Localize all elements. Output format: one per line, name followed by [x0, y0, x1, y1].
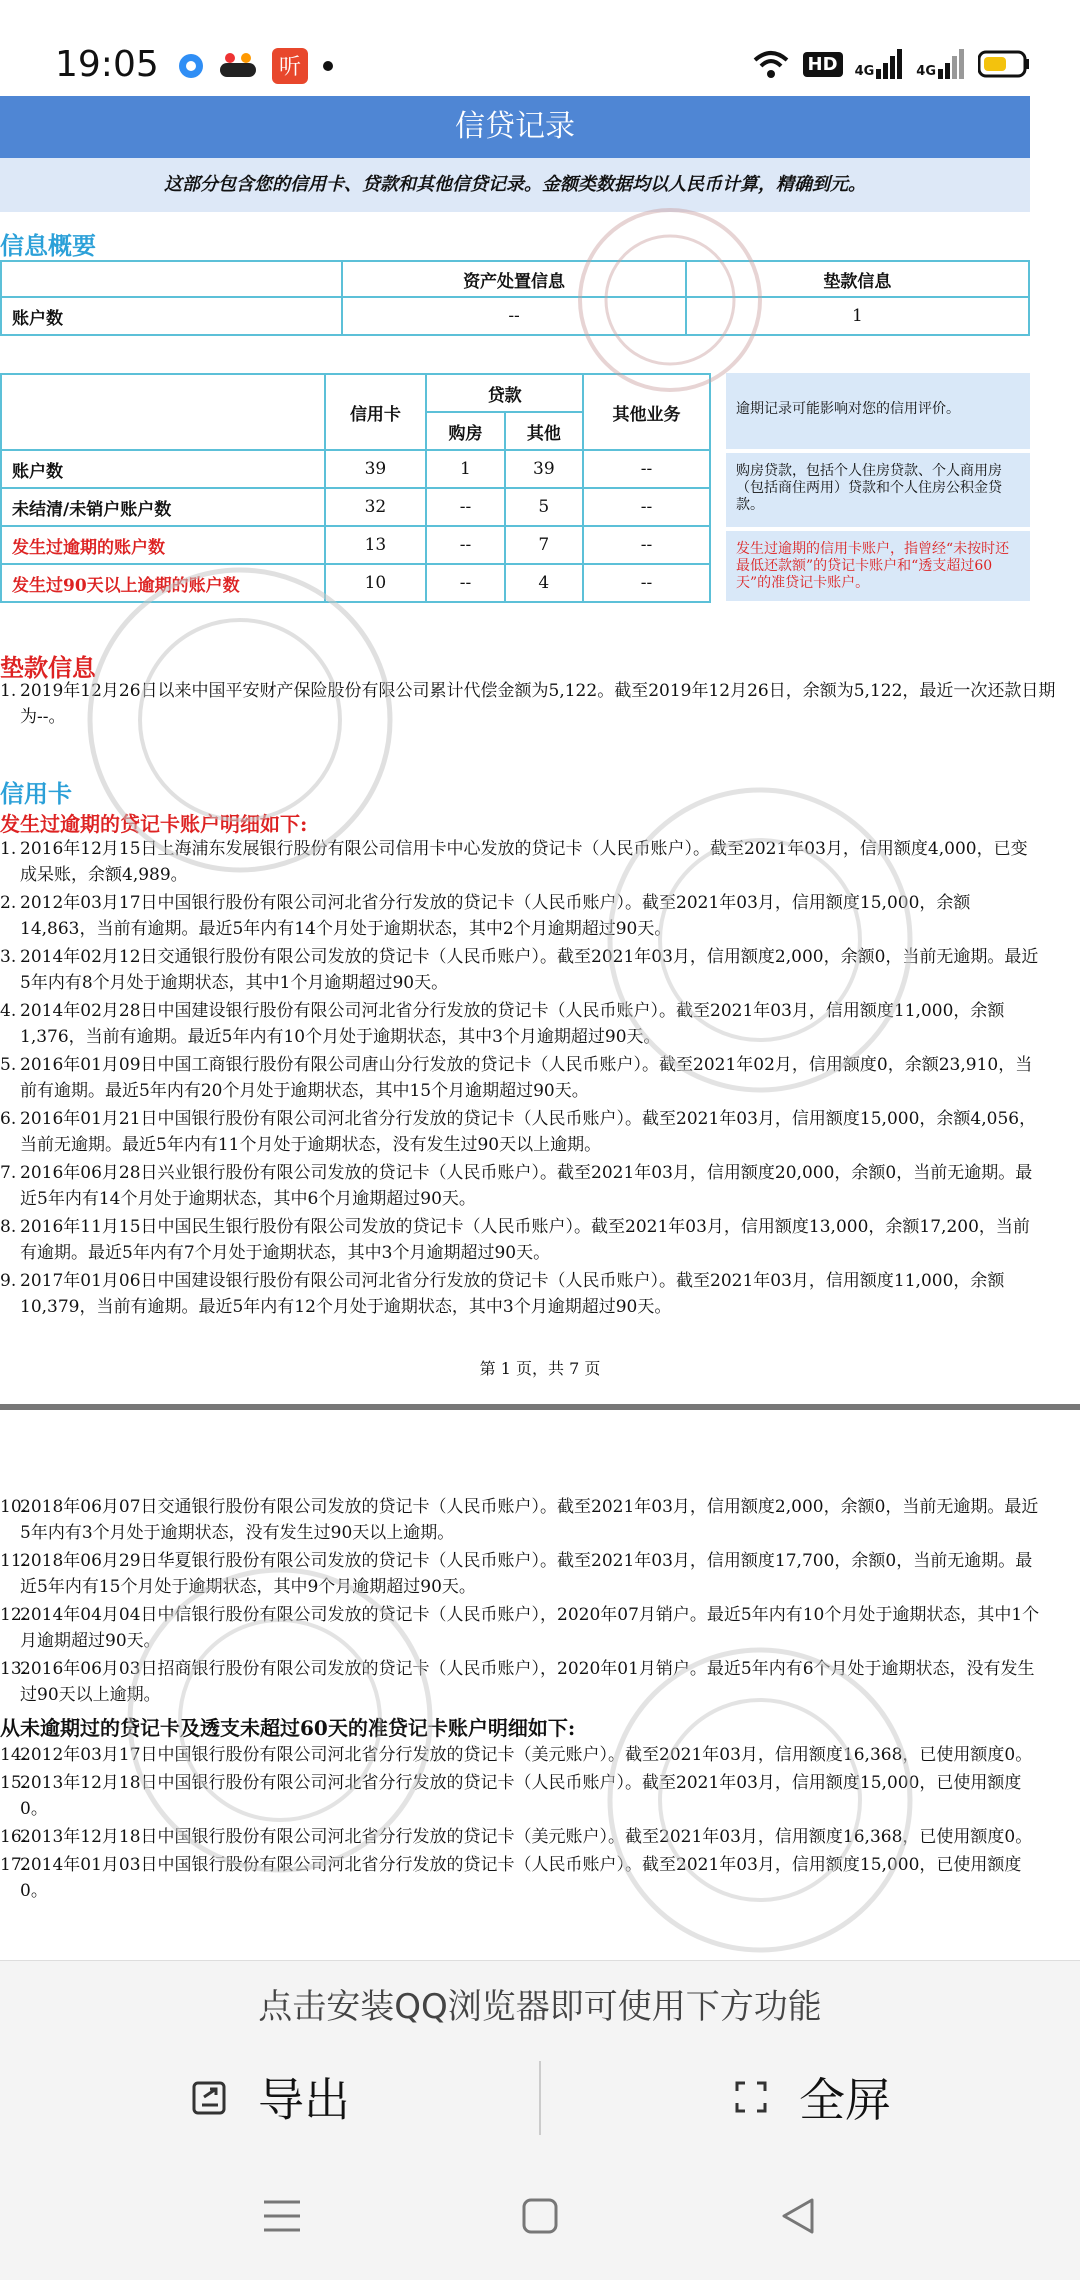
- export-icon: [188, 2075, 232, 2119]
- no-overdue-card-list: [0, 1742, 1040, 1906]
- asset-table-value-advance: 1: [686, 297, 1029, 335]
- item-number: 16.: [0, 1827, 28, 1847]
- row-label: 账户数: [1, 450, 325, 488]
- list-item: [0, 836, 1040, 888]
- side-note-overdue: 逾期记录可能影响对您的信用评价。: [726, 373, 1030, 449]
- item-text: 2016年01月21日中国银行股份有限公司河北省分行发放的贷记卡（人民币账户）。截至2021年03月，信用额度15,000，余额4,056，当前无逾期。最近5年内有11个月处于逾期状态，没有发生过90天以上逾期。: [20, 1109, 1037, 1155]
- signal-4g-2-label: 4G: [916, 64, 936, 79]
- export-button[interactable]: [0, 2047, 538, 2147]
- table-row: [1, 450, 710, 488]
- section-banner: 信贷记录: [0, 96, 1030, 158]
- item-number: 12.: [0, 1605, 28, 1625]
- list-item: [0, 1106, 1040, 1158]
- list-item: [0, 1052, 1040, 1104]
- app-circle-icon: [178, 53, 204, 79]
- item-text: 2017年01月06日中国建设银行股份有限公司河北省分行发放的贷记卡（人民币账户）。截至2021年03月，信用额度11,000，余额10,379，当前有逾期。最近5年内有12个月处于逾期状态，其中3个月逾期超过90天。: [20, 1271, 1005, 1317]
- item-number: 17.: [0, 1855, 28, 1875]
- item-text: 2016年01月09日中国工商银行股份有限公司唐山分行发放的贷记卡（人民币账户）。截至2021年02月，信用额度0，余额23,910，当前有逾期。最近5年内有20个月处于逾期状态，其中15个月逾期超过90天。: [20, 1055, 1033, 1101]
- list-item: [0, 1656, 1040, 1708]
- signal-4g-1: [855, 49, 905, 79]
- list-item: [0, 1742, 1040, 1768]
- item-number: 4.: [0, 1001, 17, 1021]
- signal-4g-2: [916, 49, 966, 79]
- overview-title: 信息概要: [0, 232, 96, 260]
- asset-table-header-empty: [1, 261, 342, 297]
- table-row: [1, 564, 710, 602]
- item-text: 2016年12月15日上海浦东发展银行股份有限公司信用卡中心发放的贷记卡（人民币账户）。截至2021年03月，信用额度4,000，已变成呆账，余额4,989。: [20, 839, 1028, 885]
- no-overdue-subtitle: 从未逾期过的贷记卡及透支未超过60天的准贷记卡账户明细如下:: [0, 1716, 576, 1740]
- home-square-icon: [520, 2196, 560, 2236]
- fullscreen-button[interactable]: [541, 2047, 1079, 2147]
- cell-credit: 32: [325, 488, 427, 526]
- cell-credit: 10: [325, 564, 427, 602]
- cell-house: --: [426, 526, 504, 564]
- cell-other: --: [583, 564, 710, 602]
- export-label: 导出: [258, 2073, 350, 2127]
- list-item: [0, 1602, 1040, 1654]
- status-time: 19:05: [55, 44, 159, 85]
- summary-header-other: 其他业务: [583, 374, 710, 450]
- menu-icon: [260, 2196, 304, 2236]
- item-text: 2018年06月07日交通银行股份有限公司发放的贷记卡（人民币账户）。截至2021年03月，信用额度2,000，余额0，当前无逾期。最近5年内有3个月处于逾期状态，没有发生过90天以上逾期。: [20, 1497, 1039, 1543]
- overdue-card-list: [0, 836, 1040, 1322]
- list-item: [0, 1160, 1040, 1212]
- item-text: 2016年11月15日中国民生银行股份有限公司发放的贷记卡（人民币账户）。截至2021年03月，信用额度13,000，余额17,200，当前有逾期。最近5年内有7个月处于逾期状态，其中3个月逾期超过90天。: [20, 1217, 1030, 1263]
- item-number: 1.: [0, 681, 17, 701]
- table-row: [1, 488, 710, 526]
- advance-item: [0, 678, 1060, 730]
- list-item: [0, 998, 1040, 1050]
- wifi-icon: [751, 48, 791, 80]
- row-label: 发生过90天以上逾期的账户数: [1, 564, 325, 602]
- overdue-subtitle: 发生过逾期的贷记卡账户明细如下:: [0, 812, 308, 836]
- item-number: 13.: [0, 1659, 28, 1679]
- item-number: 3.: [0, 947, 17, 967]
- advance-title: 垫款信息: [0, 654, 96, 682]
- item-text: 2016年06月28日兴业银行股份有限公司发放的贷记卡（人民币账户）。截至2021年03月，信用额度20,000，余额0，当前无逾期。最近5年内有14个月处于逾期状态，其中6个月逾期超过90天。: [20, 1163, 1033, 1209]
- table-row: [1, 526, 710, 564]
- item-text: 2014年04月04日中信银行股份有限公司发放的贷记卡（人民币账户），2020年07月销户。最近5年内有10个月处于逾期状态，其中1个月逾期超过90天。: [20, 1605, 1040, 1651]
- svg-text:听: 听: [278, 55, 302, 80]
- system-nav-bar: [0, 2146, 1080, 2280]
- item-number: 6.: [0, 1109, 17, 1129]
- item-text: 2014年02月28日中国建设银行股份有限公司河北省分行发放的贷记卡（人民币账户）。截至2021年03月，信用额度11,000，余额1,376，当前有逾期。最近5年内有10个月处于逾期状态，其中3个月逾期超过90天。: [20, 1001, 1005, 1047]
- listen-app-icon: [272, 48, 308, 84]
- item-number: 14.: [0, 1745, 28, 1765]
- cell-house: --: [426, 564, 504, 602]
- item-text: 2013年12月18日中国银行股份有限公司河北省分行发放的贷记卡（美元账户）。截至2021年03月，信用额度16,368，已使用额度0。: [20, 1827, 1033, 1847]
- item-number: 1.: [0, 839, 17, 859]
- signal-4g-1-label: 4G: [854, 64, 875, 79]
- app-badge-icon: [218, 49, 258, 83]
- item-number: 8.: [0, 1217, 17, 1237]
- page-indicator: 第 1 页，共 7 页: [479, 1359, 601, 1378]
- home-nav-button[interactable]: [510, 2186, 570, 2246]
- list-item: [0, 1770, 1040, 1822]
- row-label: 未结清/未销户账户数: [1, 488, 325, 526]
- list-item: [0, 890, 1040, 942]
- row-label: 发生过逾期的账户数: [1, 526, 325, 564]
- item-text: 2018年06月29日华夏银行股份有限公司发放的贷记卡（人民币账户）。截至2021年03月，信用额度17,700，余额0，当前无逾期。最近5年内有15个月处于逾期状态，其中9个月逾期超过90天。: [20, 1551, 1033, 1597]
- qq-browser-bar: [0, 1960, 1080, 2147]
- cell-loan-other: 39: [505, 450, 583, 488]
- summary-header-credit: 信用卡: [325, 374, 427, 450]
- item-number: 11.: [0, 1551, 28, 1571]
- status-bar: [0, 0, 1080, 96]
- list-item: [0, 1214, 1040, 1266]
- item-text: 2012年03月17日中国银行股份有限公司河北省分行发放的贷记卡（人民币账户）。截至2021年03月，信用额度15,000，余额14,863，当前有逾期。最近5年内有14个月处于逾期状态，其中2个月逾期超过90天。: [20, 893, 971, 939]
- asset-table-header-advance: 垫款信息: [686, 261, 1029, 297]
- item-text: 2016年06月03日招商银行股份有限公司发放的贷记卡（人民币账户），2020年01月销户。最近5年内有6个月处于逾期状态，没有发生过90天以上逾期。: [20, 1659, 1035, 1705]
- fullscreen-label: 全屏: [799, 2073, 891, 2127]
- section-note: 这部分包含您的信用卡、贷款和其他信贷记录。金额类数据均以人民币计算，精确到元。: [0, 158, 1030, 212]
- cell-loan-other: 7: [505, 526, 583, 564]
- item-text: 2019年12月26日以来中国平安财产保险股份有限公司累计代偿金额为5,122。截至2019年12月26日，余额为5,122，最近一次还款日期为--。: [20, 681, 1056, 727]
- asset-table-header-asset: 资产处置信息: [342, 261, 685, 297]
- item-number: 9.: [0, 1271, 17, 1291]
- item-text: 2014年02月12日交通银行股份有限公司发放的贷记卡（人民币账户）。截至2021年03月，信用额度2,000，余额0，当前无逾期。最近5年内有8个月处于逾期状态，其中1个月逾期超过90天。: [20, 947, 1039, 993]
- item-text: 2012年03月17日中国银行股份有限公司河北省分行发放的贷记卡（美元账户）。截至2021年03月，信用额度16,368，已使用额度0。: [20, 1745, 1033, 1765]
- cell-loan-other: 4: [505, 564, 583, 602]
- back-nav-button[interactable]: [768, 2186, 828, 2246]
- summary-header-house: 购房: [426, 412, 504, 450]
- asset-table-row-label: 账户数: [1, 297, 342, 335]
- asset-table: [0, 260, 1030, 336]
- cell-other: --: [583, 488, 710, 526]
- item-number: 2.: [0, 893, 17, 913]
- cell-other: --: [583, 526, 710, 564]
- signal-bars-icon: [938, 49, 966, 79]
- summary-header-loan-other: 其他: [505, 412, 583, 450]
- item-number: 7.: [0, 1163, 17, 1183]
- account-summary-table: [0, 373, 711, 603]
- cell-other: --: [583, 450, 710, 488]
- side-note-credit-overdue: 发生过逾期的信用卡账户，指曾经“未按时还最低还款额”的贷记卡账户和“透支超过60天”的准贷记卡账户。: [726, 531, 1030, 601]
- credit-card-title: 信用卡: [0, 780, 72, 808]
- cell-house: --: [426, 488, 504, 526]
- status-right: [751, 48, 1030, 80]
- summary-header-loan: 贷款: [426, 374, 583, 412]
- summary-header-blank: [1, 374, 325, 450]
- item-number: 15.: [0, 1773, 28, 1793]
- item-number: 5.: [0, 1055, 17, 1075]
- list-item: [0, 1268, 1040, 1320]
- menu-nav-button[interactable]: [252, 2186, 312, 2246]
- list-item: [0, 1548, 1040, 1600]
- list-item: [0, 1824, 1040, 1850]
- item-text: 2014年01月03日中国银行股份有限公司河北省分行发放的贷记卡（人民币账户）。截至2021年03月，信用额度15,000，已使用额度0。: [20, 1855, 1022, 1901]
- page-divider: [0, 1404, 1080, 1410]
- fullscreen-icon: [729, 2075, 773, 2119]
- list-item: [0, 944, 1040, 996]
- hd-badge: HD: [803, 52, 843, 77]
- list-item: [0, 1494, 1040, 1546]
- overdue-card-list-continued: [0, 1494, 1040, 1710]
- list-item: [0, 1852, 1040, 1904]
- notification-icons: [178, 48, 334, 84]
- signal-bars-icon: [876, 49, 904, 79]
- item-text: 2013年12月18日中国银行股份有限公司河北省分行发放的贷记卡（人民币账户）。截至2021年03月，信用额度15,000，已使用额度0。: [20, 1773, 1022, 1819]
- install-prompt[interactable]: 点击安装QQ浏览器即可使用下方功能: [258, 1987, 822, 2027]
- cell-credit: 13: [325, 526, 427, 564]
- cell-credit: 39: [325, 450, 427, 488]
- side-note-house-loan: 购房贷款，包括个人住房贷款、个人商用房（包括商住两用）贷款和个人住房公积金贷款。: [726, 453, 1030, 527]
- battery-icon: [978, 50, 1030, 78]
- cell-loan-other: 5: [505, 488, 583, 526]
- asset-table-value-asset: --: [342, 297, 685, 335]
- item-number: 10.: [0, 1497, 28, 1517]
- back-triangle-icon: [776, 2194, 820, 2238]
- dot-icon: [322, 60, 334, 72]
- cell-house: 1: [426, 450, 504, 488]
